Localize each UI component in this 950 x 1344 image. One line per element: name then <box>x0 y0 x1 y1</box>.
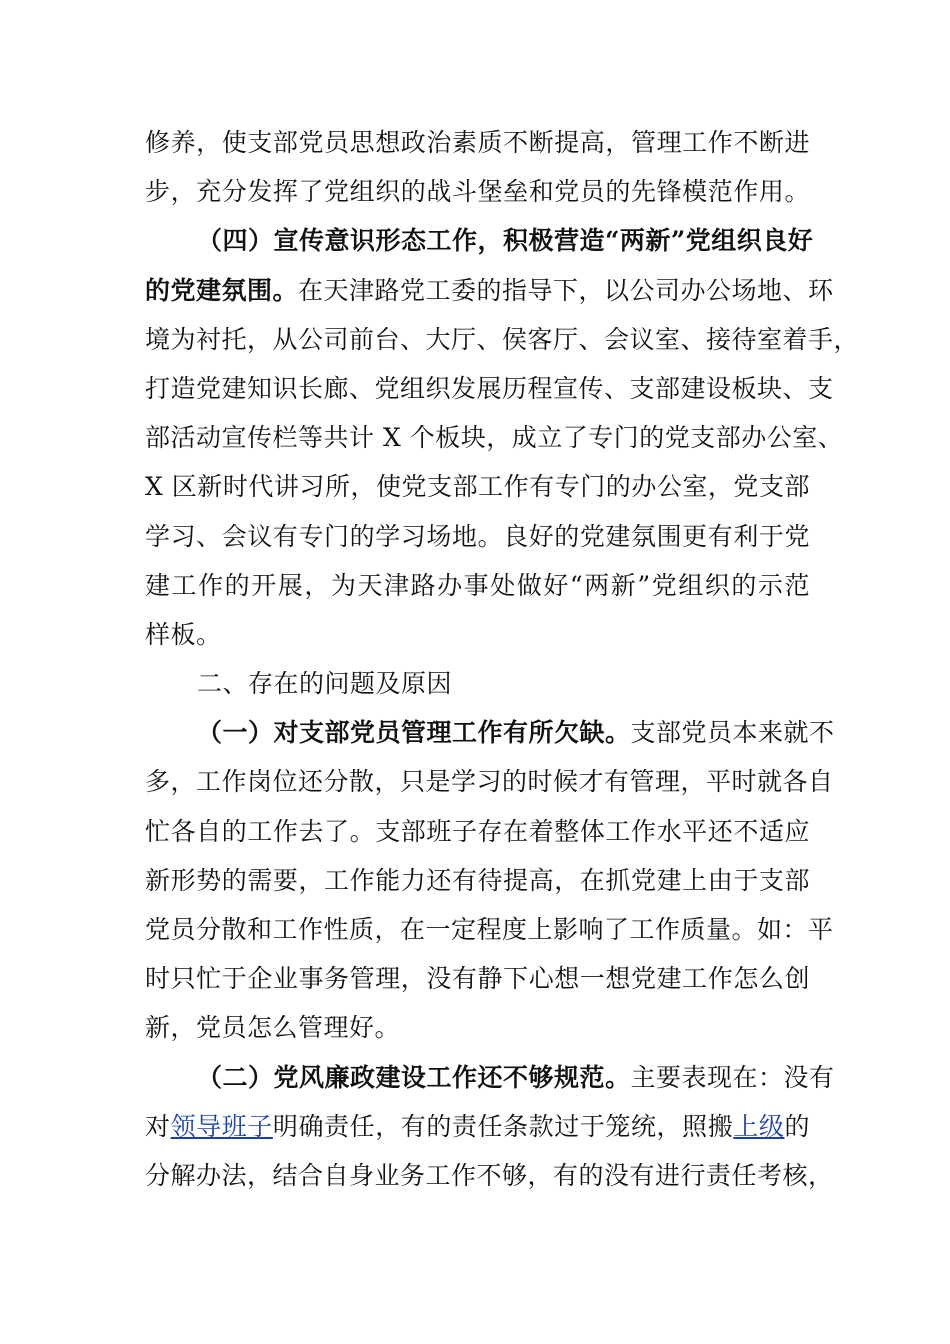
paragraph-line <box>145 462 810 511</box>
paragraph-line <box>145 512 810 561</box>
paragraph-line <box>145 807 810 856</box>
paragraph-line <box>145 610 810 659</box>
link-superior[interactable]: 上级 <box>733 1111 785 1141</box>
paragraph-line <box>145 905 834 954</box>
line-text: 时只忙于企业事务管理，没有静下心想一想党建工作怎么创 <box>145 964 810 994</box>
paragraph-line <box>145 856 810 905</box>
section-heading-4: （四）宣传意识形态工作，积极营造“两新”党组织良好 <box>197 226 814 256</box>
line-text: 建工作的开展，为天津路办事处做好“两新”党组织的示范 <box>145 570 810 600</box>
line-text: 新，党员怎么管理好。 <box>145 1013 401 1043</box>
section-heading-4-end: 的党建氛围。 <box>145 275 299 305</box>
line-text: 打造党建知识长廊、党组织发展历程宣传、支部建设板块、支 <box>145 373 834 403</box>
line-text: 境为衬托，从公司前台、大厅、侯客厅、会议室、接待室着手， <box>145 324 860 354</box>
line-text: 修养，使支部党员思想政治素质不断提高，管理工作不断进 <box>145 128 810 157</box>
line-text: 部活动宣传栏等共计 X 个板块，成立了专门的党支部办公室、 <box>145 423 844 453</box>
paragraph-line <box>145 1003 810 1052</box>
paragraph-line <box>145 1102 810 1151</box>
link-leadership-team[interactable]: 领导班子 <box>170 1111 273 1141</box>
line-text: 步，充分发挥了党组织的战斗堡垒和党员的先锋模范作用。 <box>145 177 810 207</box>
chapter-heading-2: 二、存在的问题及原因 <box>197 669 453 699</box>
paragraph-line <box>145 954 810 1003</box>
section-heading-line <box>145 1053 835 1102</box>
chapter-heading-line <box>145 659 810 708</box>
section-heading-1: （一）对支部党员管理工作有所欠缺。 <box>197 718 631 748</box>
line-text: 分解办法，结合自身业务工作不够，有的没有进行责任考核， <box>145 1160 834 1190</box>
line-text: X 区新时代讲习所，使党支部工作有专门的办公室，党支部 <box>145 472 810 502</box>
line-text: 多，工作岗位还分散，只是学习的时候才有管理，平时就各自 <box>145 767 834 797</box>
line-text: 支部党员本来就不 <box>630 718 835 748</box>
paragraph-line <box>145 364 834 413</box>
paragraph-line <box>145 266 834 315</box>
paragraph-line <box>145 757 834 806</box>
line-text: 新形势的需要，工作能力还有待提高，在抓党建上由于支部 <box>145 865 810 895</box>
line-text: 的 <box>784 1111 810 1141</box>
paragraph-line <box>145 561 810 610</box>
line-text: 样板。 <box>145 619 222 649</box>
paragraph-line <box>145 167 810 216</box>
paragraph-line <box>145 118 810 167</box>
paragraph-line <box>145 413 844 462</box>
section-heading-2: （二）党风廉政建设工作还不够规范。 <box>197 1062 631 1092</box>
section-heading-line <box>145 708 835 757</box>
line-text: 学习、会议有专门的学习场地。良好的党建氛围更有利于党 <box>145 521 810 551</box>
line-text: 忙各自的工作去了。支部班子存在着整体工作水平还不适应 <box>145 816 810 846</box>
paragraph-line <box>145 1151 834 1200</box>
line-text: 在天津路党工委的指导下，以公司办公场地、环 <box>298 275 834 305</box>
paragraph-line <box>145 315 860 364</box>
line-text: 党员分散和工作性质，在一定程度上影响了工作质量。如：平 <box>145 915 834 944</box>
line-text: 明确责任，有的责任条款过于笼统，照搬 <box>272 1111 734 1141</box>
line-text: 主要表现在：没有 <box>630 1062 835 1092</box>
section-heading-line <box>145 216 814 265</box>
line-text: 对 <box>145 1111 171 1141</box>
document-body <box>145 118 860 1200</box>
